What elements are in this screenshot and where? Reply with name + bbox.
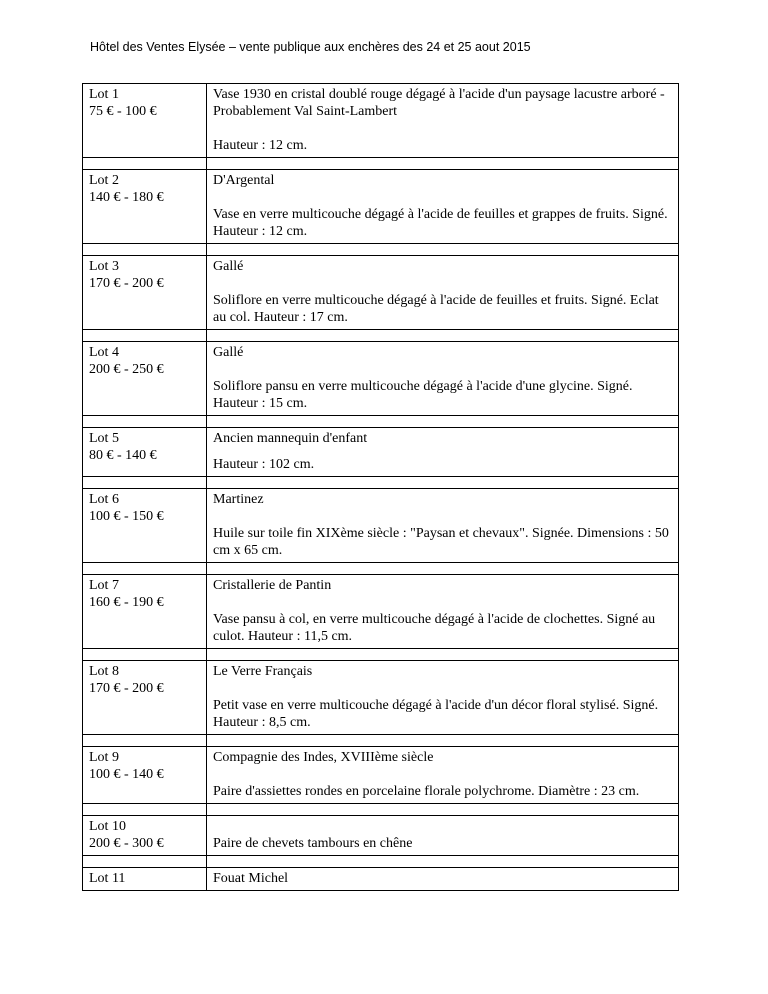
lot-description: Hauteur : 102 cm. <box>213 457 315 472</box>
lot-cell <box>83 747 207 803</box>
table-row <box>83 868 679 891</box>
lot-title: Ancien mannequin d'enfant <box>213 431 368 446</box>
lot-description: Soliflore en verre multicouche dégagé à l'acide de feuilles et fruits. Signé. Eclat au col. Hauteur : 17 cm. <box>213 293 659 325</box>
lot-estimate: 100 € - 150 € <box>89 509 164 524</box>
lot-title: Gallé <box>213 345 244 360</box>
description-cell <box>207 428 679 476</box>
lot-estimate: 200 € - 300 € <box>89 836 164 851</box>
lot-title: Fouat Michel <box>213 871 289 886</box>
table-row <box>83 816 679 856</box>
description-cell <box>207 84 679 157</box>
description-cell <box>207 747 679 803</box>
lot-description: Vase pansu à col, en verre multicouche dégagé à l'acide de clochettes. Signé au culot. Hauteur : 11,5 cm. <box>213 612 656 644</box>
table-row <box>83 575 679 649</box>
table-row <box>83 330 679 342</box>
lot-description: Hauteur : 12 cm. <box>213 138 308 153</box>
table-row <box>83 244 679 256</box>
description-cell <box>207 575 679 648</box>
table-row <box>83 489 679 563</box>
lot-estimate: 140 € - 180 € <box>89 190 164 205</box>
lot-title: Compagnie des Indes, XVIIIème siècle <box>213 750 434 765</box>
lot-number: Lot 2 <box>89 173 119 188</box>
lot-estimate: 200 € - 250 € <box>89 362 164 377</box>
lot-title: Vase 1930 en cristal doublé rouge dégagé à l'acide d'un paysage lacustre arboré - Probablement Val Saint-Lambert <box>213 87 665 119</box>
table-row <box>83 747 679 804</box>
lot-title: Gallé <box>213 259 244 274</box>
lot-cell <box>83 170 207 243</box>
table-row <box>83 856 679 868</box>
lot-estimate: 100 € - 140 € <box>89 767 164 782</box>
lot-estimate: 75 € - 100 € <box>89 104 157 119</box>
table-row <box>83 170 679 244</box>
lot-description: Soliflore pansu en verre multicouche dégagé à l'acide d'une glycine. Signé. Hauteur : 15 cm. <box>213 379 633 411</box>
table-row <box>83 428 679 477</box>
table-row <box>83 735 679 747</box>
description-cell <box>207 661 679 734</box>
lot-description: Paire d'assiettes rondes en porcelaine florale polychrome. Diamètre : 23 cm. <box>213 784 640 799</box>
lot-number: Lot 6 <box>89 492 119 507</box>
lot-description: Petit vase en verre multicouche dégagé à l'acide d'un décor floral stylisé. Signé. Hauteur : 8,5 cm. <box>213 698 659 730</box>
description-cell <box>207 256 679 329</box>
description-cell <box>207 816 679 855</box>
page-header: Hôtel des Ventes Elysée – vente publique aux enchères des 24 et 25 aout 2015 <box>90 40 531 54</box>
lot-number: Lot 7 <box>89 578 119 593</box>
table-row <box>83 477 679 489</box>
table-row <box>83 84 679 158</box>
description-cell <box>207 170 679 243</box>
lot-cell <box>83 256 207 329</box>
lot-number: Lot 9 <box>89 750 119 765</box>
table-row <box>83 416 679 428</box>
lot-cell <box>83 868 207 890</box>
lot-cell <box>83 489 207 562</box>
table-row <box>83 649 679 661</box>
lot-cell <box>83 575 207 648</box>
lot-cell <box>83 342 207 415</box>
lot-estimate: 80 € - 140 € <box>89 448 157 463</box>
lot-estimate: 170 € - 200 € <box>89 681 164 696</box>
table-row <box>83 661 679 735</box>
lot-number: Lot 5 <box>89 431 119 446</box>
lot-number: Lot 3 <box>89 259 119 274</box>
lot-number: Lot 4 <box>89 345 119 360</box>
lot-description: Paire de chevets tambours en chêne <box>213 836 413 851</box>
lot-number: Lot 1 <box>89 87 119 102</box>
description-cell <box>207 868 679 890</box>
lot-cell <box>83 84 207 157</box>
lot-cell <box>83 428 207 476</box>
lot-estimate: 160 € - 190 € <box>89 595 164 610</box>
lot-number: Lot 8 <box>89 664 119 679</box>
table-row <box>83 256 679 330</box>
lot-estimate: 170 € - 200 € <box>89 276 164 291</box>
lot-description: Vase en verre multicouche dégagé à l'acide de feuilles et grappes de fruits. Signé. Hauteur : 12 cm. <box>213 207 668 239</box>
table-row <box>83 158 679 170</box>
lot-title: Martinez <box>213 492 264 507</box>
description-cell <box>207 489 679 562</box>
lot-title: Le Verre Français <box>213 664 313 679</box>
table-row <box>83 804 679 816</box>
lot-description: Huile sur toile fin XIXème siècle : "Paysan et chevaux". Signée. Dimensions : 50 cm x 65 cm. <box>213 526 669 558</box>
lot-number: Lot 11 <box>89 871 126 886</box>
lot-title: Cristallerie de Pantin <box>213 578 332 593</box>
table-row <box>83 563 679 575</box>
lot-cell <box>83 661 207 734</box>
lots-table <box>82 83 679 891</box>
description-cell <box>207 342 679 415</box>
table-row <box>83 342 679 416</box>
lot-cell <box>83 816 207 855</box>
lot-number: Lot 10 <box>89 819 126 834</box>
lot-title: D'Argental <box>213 173 275 188</box>
